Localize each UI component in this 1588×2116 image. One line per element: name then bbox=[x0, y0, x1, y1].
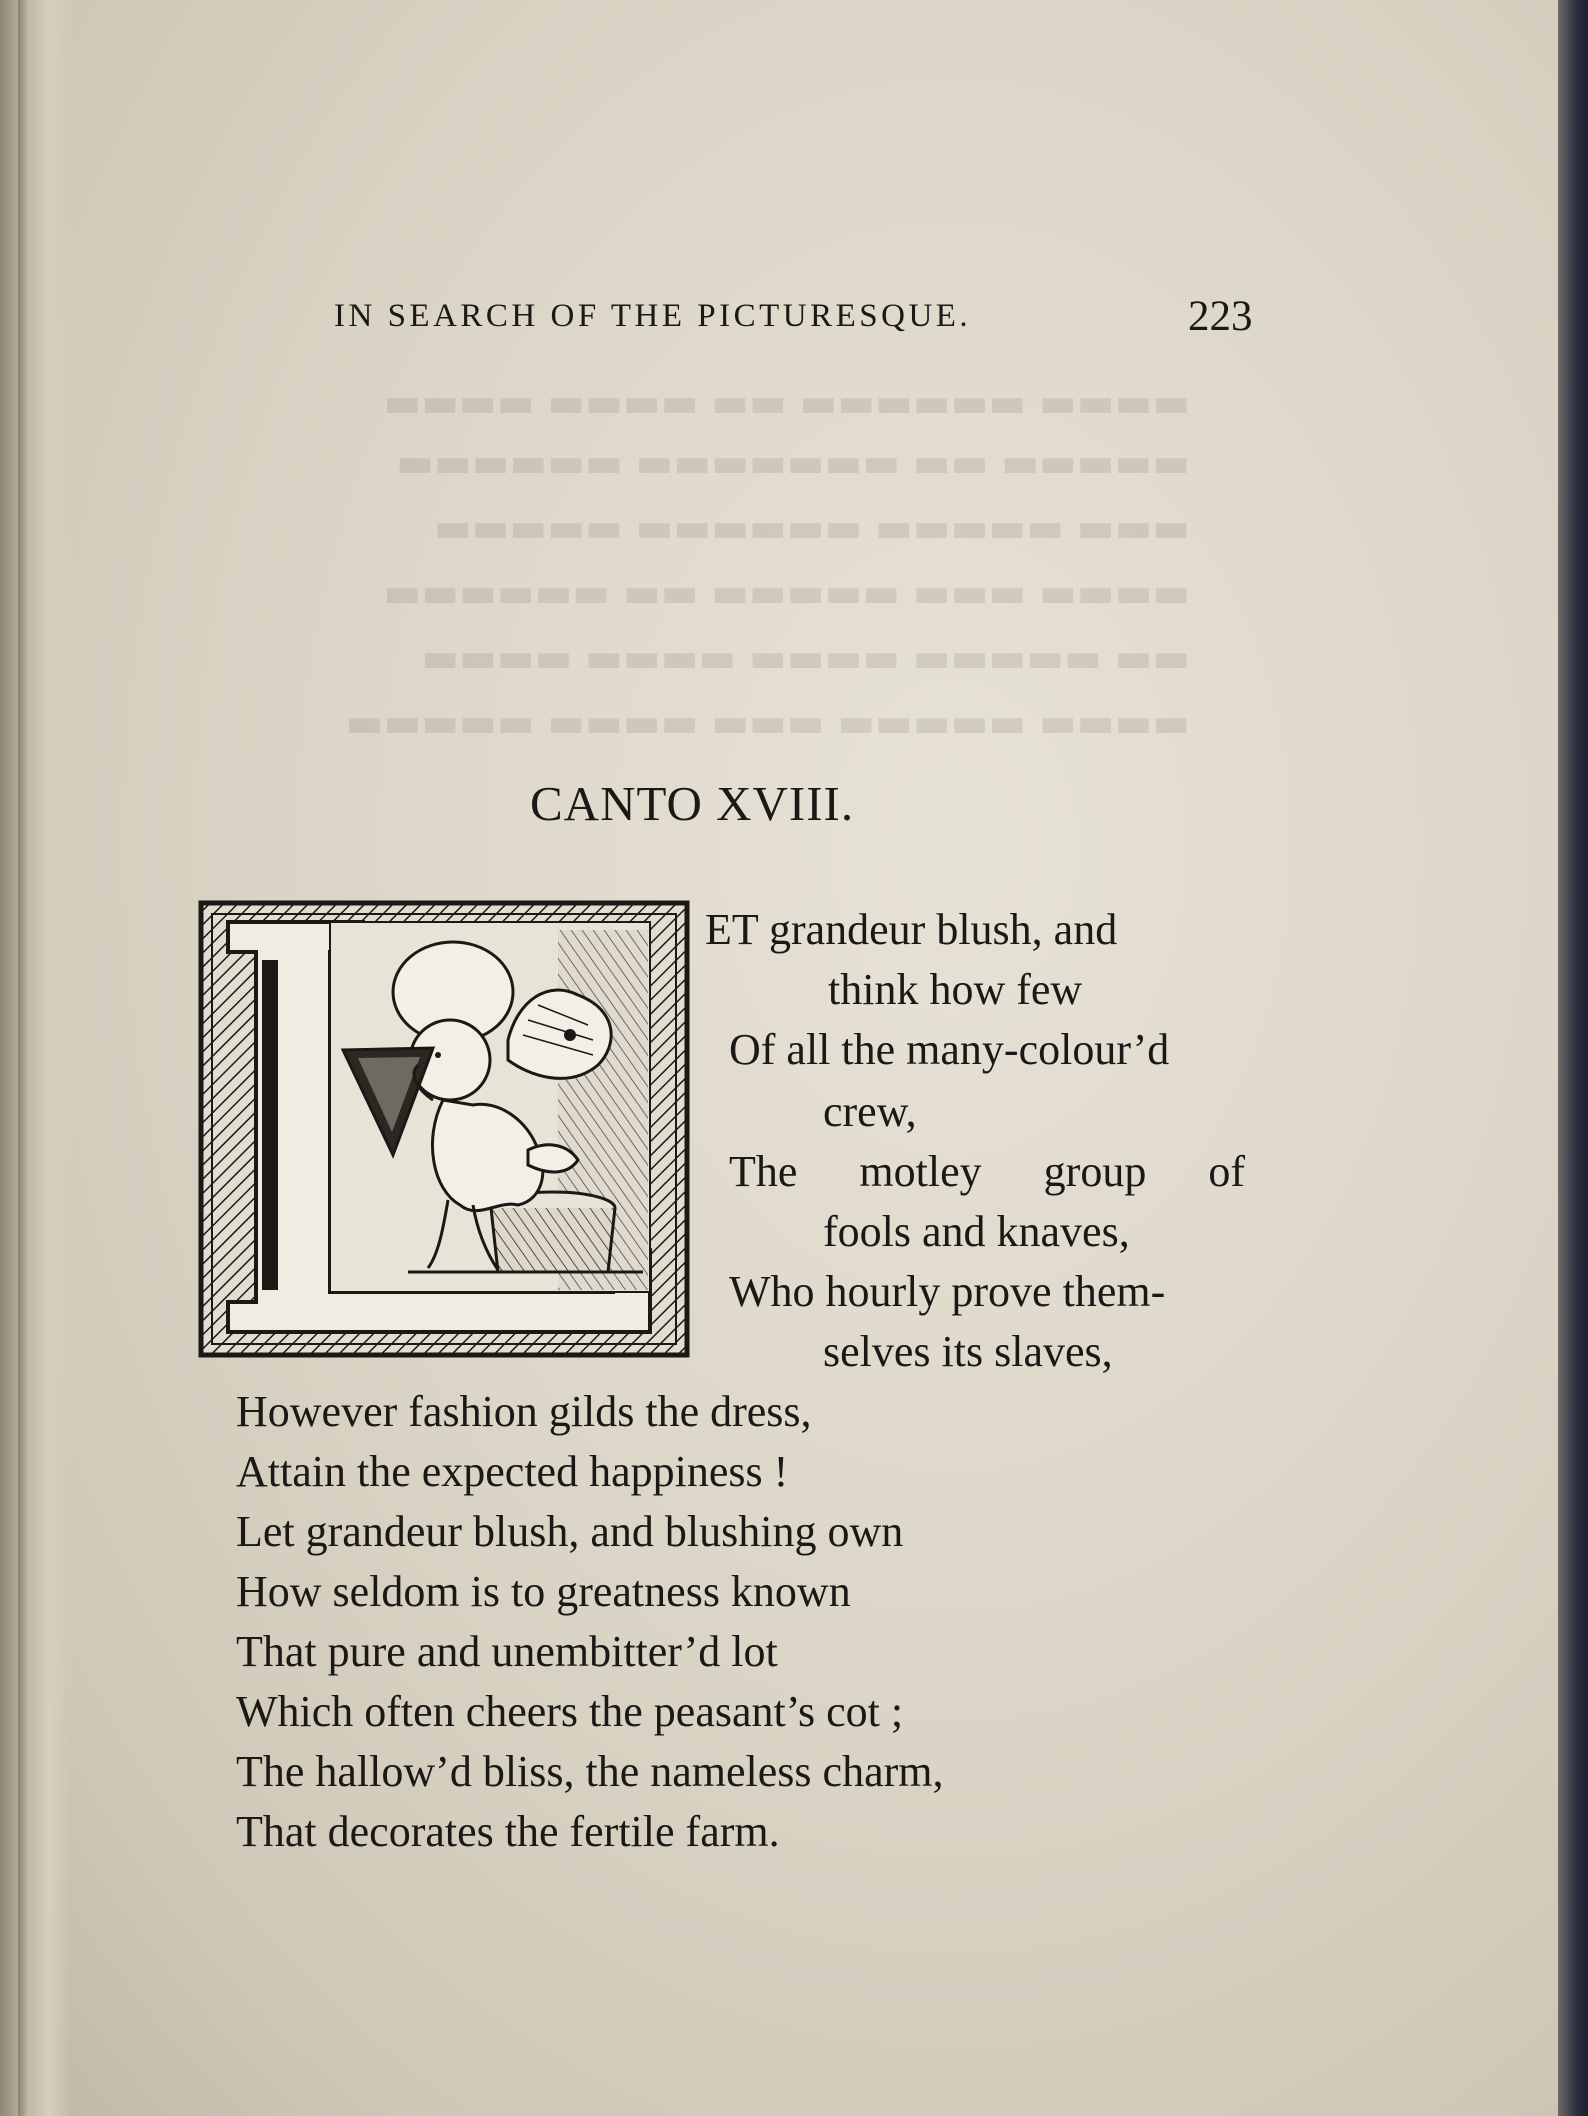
verse-line: selves its slaves, bbox=[823, 1327, 1113, 1376]
verse-line: That decorates the fertile farm. bbox=[236, 1807, 780, 1856]
verse-line: The motley group of bbox=[729, 1147, 1245, 1196]
canto-title: CANTO XVIII. bbox=[530, 776, 855, 831]
verse-line: Which often cheers the peasant’s cot ; bbox=[236, 1687, 904, 1736]
show-through-line: ▬▬▬▬ ▬▬▬▬▬▬ ▬▬ ▬▬▬▬ ▬▬▬▬ bbox=[383, 380, 1190, 426]
show-through-line: ▬▬▬ ▬▬▬▬▬ ▬▬▬▬▬▬ ▬▬▬▬▬ bbox=[433, 505, 1190, 551]
drop-cap-illustration bbox=[198, 900, 690, 1358]
verse-line: However fashion gilds the dress, bbox=[236, 1387, 812, 1436]
verse-line: Attain the expected happiness ! bbox=[236, 1447, 789, 1496]
book-gutter bbox=[0, 0, 70, 2116]
show-through-line: ▬▬▬▬ ▬▬▬ ▬▬▬▬▬ ▬▬ ▬▬▬▬▬▬ bbox=[383, 570, 1190, 616]
show-through-line: ▬▬▬▬▬ ▬▬ ▬▬▬▬▬▬▬ ▬▬▬▬▬▬ bbox=[395, 440, 1190, 486]
verse-line: How seldom is to greatness known bbox=[236, 1567, 851, 1616]
verse-line: Who hourly prove them- bbox=[729, 1267, 1166, 1316]
verse-line: Of all the many-colour’d bbox=[729, 1025, 1170, 1074]
show-through-line: ▬▬▬▬ ▬▬▬▬▬ ▬▬▬ ▬▬▬▬ ▬▬▬▬▬ bbox=[345, 700, 1190, 746]
verse-line: ET grandeur blush, and bbox=[705, 905, 1118, 954]
verse-line: Let grandeur blush, and blushing own bbox=[236, 1507, 904, 1556]
table-edge bbox=[1558, 0, 1588, 2116]
verse-line: That pure and unembitter’d lot bbox=[236, 1627, 778, 1676]
page-number: 223 bbox=[1188, 293, 1253, 340]
running-head: IN SEARCH OF THE PICTURESQUE. bbox=[334, 298, 972, 334]
verse-line: crew, bbox=[823, 1087, 917, 1136]
binding-shadow bbox=[18, 0, 28, 2116]
verse-line: think how few bbox=[828, 965, 1083, 1014]
verse-line: fools and knaves, bbox=[823, 1207, 1130, 1256]
show-through-line: ▬▬ ▬▬▬▬▬ ▬▬▬▬ ▬▬▬▬ ▬▬▬▬ bbox=[421, 635, 1190, 681]
verse-line: The hallow’d bliss, the nameless charm, bbox=[236, 1747, 944, 1796]
